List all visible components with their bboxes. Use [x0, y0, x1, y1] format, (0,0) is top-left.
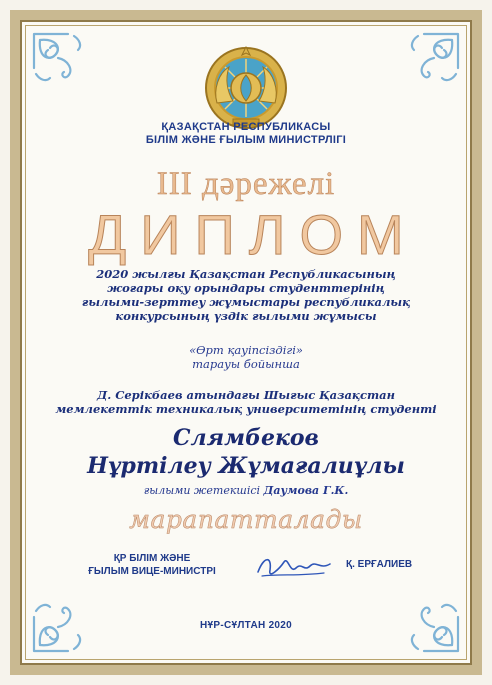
university-line: Д. Серікбаев атындағы Шығыс Қазақстан — [96, 388, 396, 402]
recipient-name — [40, 424, 452, 480]
university-affiliation — [40, 388, 452, 416]
signatory-title-line: ҒЫЛЫМ ВИЦЕ-МИНИСТРІ — [88, 566, 216, 577]
signatory-title-line: ҚР БІЛІМ ЖӘНЕ — [113, 553, 191, 564]
topic-name: «Өрт қауіпсіздігі» — [189, 343, 303, 357]
ministry-line: БІЛІМ ЖӘНЕ ҒЫЛЫМ МИНИСТРЛІГІ — [145, 134, 347, 146]
ornament-corner-icon — [402, 28, 464, 90]
handwritten-signature — [250, 546, 340, 586]
signatory-title — [82, 552, 222, 578]
description-line: 2020 жылғы Қазақстан Республикасының — [96, 267, 396, 281]
supervisor-line — [40, 484, 452, 498]
supervisor-label: ғылыми жетекшісі — [143, 484, 261, 497]
city-year: НҰР-СҰЛТАН 2020 — [199, 620, 293, 631]
ornament-corner-icon — [28, 28, 90, 90]
kazakhstan-state-emblem-icon — [203, 45, 289, 131]
recipient-given-names: Нұртілеу Жұмағалиұлы — [87, 453, 405, 479]
ministry-header — [40, 121, 452, 147]
degree-title: III дәрежелі — [156, 166, 336, 202]
recipient-surname: Слямбеков — [173, 425, 319, 451]
topic-section — [40, 343, 452, 371]
topic-suffix: тарауы бойынша — [192, 357, 300, 371]
supervisor-name: Даумова Г.К. — [263, 484, 349, 497]
description-line: ғылыми-зерттеу жұмыстары республикалық — [81, 295, 411, 309]
university-line: мемлекеттік техникалық университетінің студенті — [55, 402, 437, 416]
award-description — [40, 267, 452, 323]
description-line: конкурсының үздік ғылыми жұмысы — [115, 309, 377, 323]
diploma-title: ДИПЛОМ — [88, 203, 418, 266]
description-line: жоғары оқу орындары студенттерінің — [107, 281, 385, 295]
signatory-name: Қ. ЕРҒАЛИЕВ — [346, 559, 413, 570]
ministry-line: ҚАЗАҚСТАН РЕСПУБЛИКАСЫ — [161, 121, 331, 133]
awarded-verb: марапатталады — [129, 505, 363, 534]
